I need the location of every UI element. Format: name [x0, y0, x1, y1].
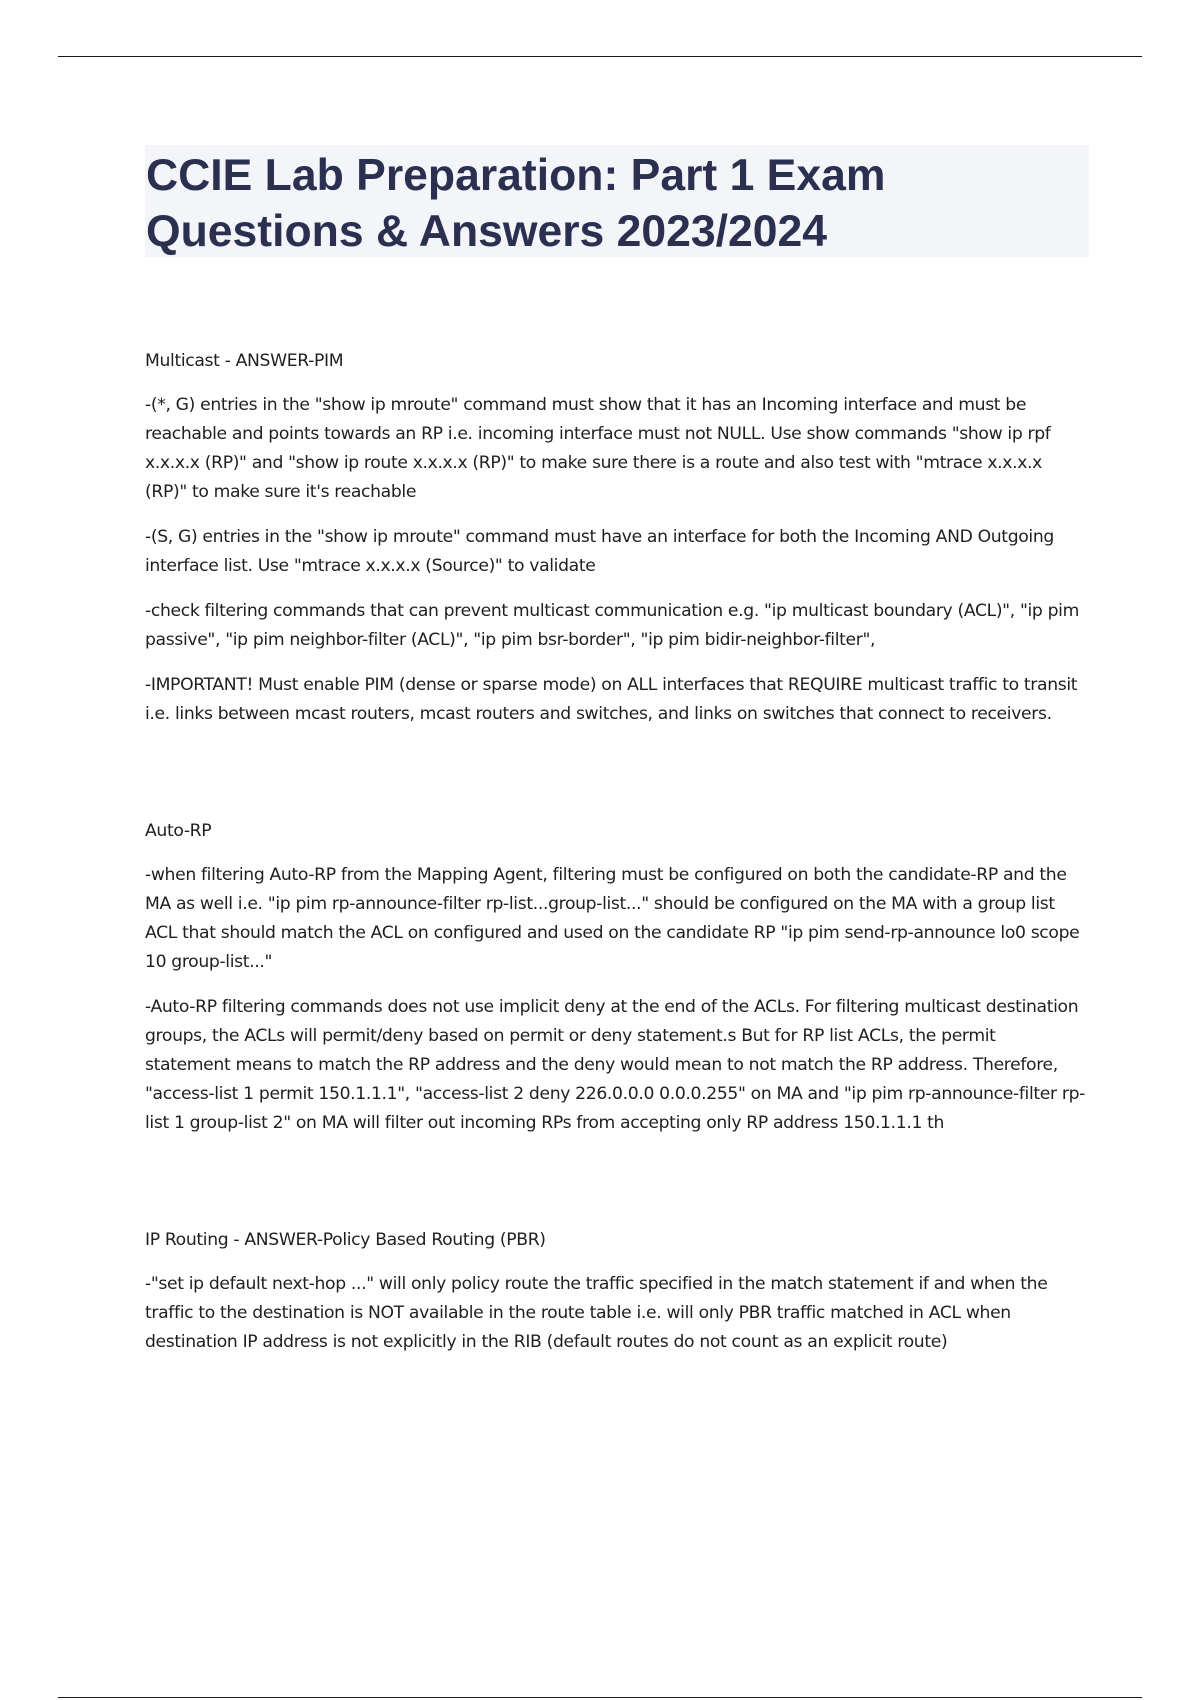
paragraph: -check filtering commands that can prevent multicast communication e.g. "ip multicast boundary (ACL)", "ip pim passive", "ip pim neighbor-filter (ACL)", "ip pim bsr-border", "ip pim bidir-neighbor-filter", — [145, 601, 1079, 650]
section-heading: Auto-RP — [145, 821, 212, 841]
section-ip-routing — [145, 1226, 1085, 1357]
paragraph: -when filtering Auto-RP from the Mapping Agent, filtering must be configured on both the candidate-RP and the MA as well i.e. "ip pim rp-announce-filter rp-list...group-list..." should be configured on the MA with a group list ACL that should match the ACL on configured and used on the candidate RP "ip pim send-rp-announce lo0 scope 10 group-list..." — [145, 865, 1080, 972]
section-multicast — [145, 347, 1085, 729]
title-banner — [145, 145, 1089, 257]
paragraph: -Auto-RP filtering commands does not use implicit deny at the end of the ACLs. For filtering multicast destination groups, the ACLs will permit/deny based on permit or deny statement.s But for RP list ACLs, the permit statement means to match the RP address and the deny would mean to not match the RP address. Therefore, "access-list 1 permit 150.1.1.1", "access-list 2 deny 226.0.0.0 0.0.0.255" on MA and "ip pim rp-announce-filter rp-list 1 group-list 2" on MA will filter out incoming RPs from accepting only RP address 150.1.1.1 th — [145, 997, 1085, 1133]
paragraph: -(S, G) entries in the "show ip mroute" command must have an interface for both the Incoming AND Outgoing interface list. Use "mtrace x.x.x.x (Source)" to validate — [145, 527, 1054, 576]
paragraph: -"set ip default next-hop ..." will only policy route the traffic specified in the match statement if and when the traffic to the destination is NOT available in the route table i.e. will only PBR traffic matched in ACL when destination IP address is not explicitly in the RIB (default routes do not count as an explicit route) — [145, 1274, 1048, 1352]
section-heading: IP Routing - ANSWER-Policy Based Routing (PBR) — [145, 1230, 546, 1250]
top-rule — [58, 56, 1142, 57]
paragraph: -IMPORTANT! Must enable PIM (dense or sparse mode) on ALL interfaces that REQUIRE multicast traffic to transit i.e. links between mcast routers, mcast routers and switches, and links on switches that connect to receivers. — [145, 675, 1078, 724]
section-heading: Multicast - ANSWER-PIM — [145, 351, 344, 371]
document-body — [145, 347, 1085, 1445]
bottom-rule — [58, 1697, 1142, 1698]
section-auto-rp — [145, 817, 1085, 1138]
paragraph: -(*, G) entries in the "show ip mroute" command must show that it has an Incoming interface and must be reachable and points towards an RP i.e. incoming interface must not NULL. Use show commands "show ip rpf x.x.x.x (RP)" and "show ip route x.x.x.x (RP)" to make sure there is a route and also test with "mtrace x.x.x.x (RP)" to make sure it's reachable — [145, 395, 1051, 502]
document-title: CCIE Lab Preparation: Part 1 Exam Questions & Answers 2023/2024 — [146, 151, 886, 256]
